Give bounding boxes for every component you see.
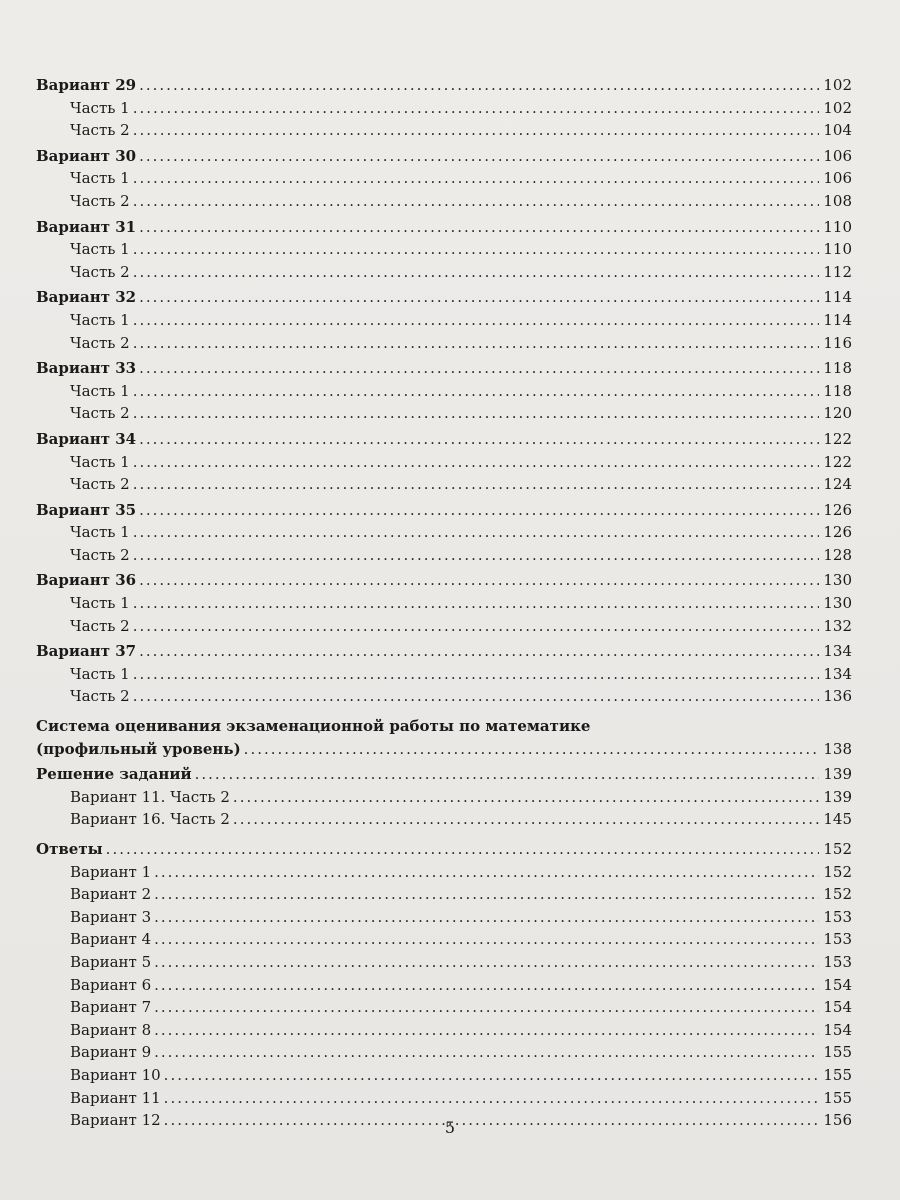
dot-leader [139,640,819,663]
dot-leader [133,380,819,403]
dot-leader [164,1064,819,1087]
dot-leader [233,808,819,831]
toc-entry-answer-variant-8[interactable] [36,1019,852,1042]
toc-entry-answer-variant-6[interactable] [36,974,852,997]
dot-leader [154,906,819,929]
dot-leader [244,738,819,761]
dot-leader [133,544,819,567]
toc-entry-solution-variant-11[interactable] [36,786,852,809]
variant-35-group [36,499,852,567]
toc-entry-answer-variant-10[interactable] [36,1064,852,1087]
entry-page-number: 138 [823,739,852,758]
entry-page-number: 134 [823,642,852,661]
dot-leader [133,592,819,615]
entry-label: Вариант 35 [36,500,137,519]
toc-entry-variant-37-part-2[interactable] [36,685,852,708]
entry-page-number: 122 [823,429,852,448]
toc-entry-variant-34[interactable] [36,428,852,451]
entry-label: Часть 2 [70,262,130,281]
entry-page-number: 130 [823,594,852,613]
dot-leader [154,928,819,951]
dot-leader [133,615,819,638]
dot-leader [154,996,819,1019]
toc-entry-answer-variant-5[interactable] [36,951,852,974]
page-number: 5 [444,1118,456,1137]
dot-leader [139,145,819,168]
entry-page-number: 108 [823,191,852,210]
dot-leader [133,663,819,686]
dot-leader [139,216,819,239]
entry-label: Ответы [36,840,103,858]
entry-label: Часть 1 [70,664,130,683]
entry-label: Часть 1 [70,169,130,188]
toc-entry-variant-33-part-1[interactable] [36,380,852,403]
entry-page-number: 126 [823,523,852,542]
toc-entry-variant-33-part-2[interactable] [36,402,852,425]
entry-label: Вариант 16. Часть 2 [70,810,230,829]
entry-page-number: 154 [823,975,852,994]
entry-label: Вариант 32 [36,288,137,307]
dot-leader [139,499,819,522]
entry-label: Вариант 37 [36,642,137,661]
toc-entry-answers[interactable] [36,838,852,861]
entry-label: Часть 1 [70,98,130,117]
dot-leader [133,309,819,332]
dot-leader [195,763,819,786]
dot-leader [164,1087,819,1110]
toc-entry-variant-31[interactable] [36,216,852,239]
toc-entry-variant-35[interactable] [36,499,852,522]
answers-group [36,838,852,1132]
variant-34-group [36,428,852,496]
entry-page-number: 106 [823,169,852,188]
entry-page-number: 118 [823,359,852,378]
entry-label: Часть 2 [70,687,130,706]
entry-label: Вариант 8 [70,1020,152,1039]
dot-leader [106,838,819,861]
entry-page-number: 152 [823,840,852,858]
entry-label: Вариант 2 [70,885,152,904]
toc-entry-variant-29-part-2[interactable] [36,119,852,142]
toc-entry-grading[interactable] [36,738,852,761]
entry-page-number: 114 [823,288,852,307]
dot-leader [133,521,819,544]
entry-label: Вариант 9 [70,1043,152,1062]
dot-leader [133,167,819,190]
entry-label: Часть 2 [70,616,130,635]
entry-label: Часть 1 [70,452,130,471]
entry-page-number: 154 [823,998,852,1017]
entry-label: Вариант 6 [70,975,152,994]
entry-label: Часть 2 [70,475,130,494]
entry-page-number: 134 [823,664,852,683]
toc-entry-variant-32-part-1[interactable] [36,309,852,332]
toc-entry-variant-30[interactable] [36,145,852,168]
toc-entry-variant-34-part-2[interactable] [36,473,852,496]
entry-label: Вариант 1 [70,862,152,881]
toc-entry-answer-variant-9[interactable] [36,1041,852,1064]
entry-label: Часть 1 [70,594,130,613]
grading-group [36,715,852,760]
dot-leader [133,97,819,120]
entry-page-number: 156 [823,1111,852,1130]
entry-page-number: 153 [823,930,852,949]
dot-leader [139,569,819,592]
dot-leader [139,286,819,309]
dot-leader [139,74,819,97]
solutions-group [36,763,852,831]
toc-entry-answer-variant-4[interactable] [36,928,852,951]
entry-page-number: 152 [823,862,852,881]
entry-page-number: 154 [823,1020,852,1039]
entry-page-number: 122 [823,452,852,471]
toc-entry-variant-31-part-1[interactable] [36,238,852,261]
entry-label: Вариант 30 [36,146,137,165]
toc-entry-solutions[interactable] [36,763,852,786]
entry-page-number: 155 [823,1043,852,1062]
entry-page-number: 139 [823,787,852,806]
entry-label: Вариант 10 [70,1065,161,1084]
entry-page-number: 139 [823,765,852,784]
entry-page-number: 130 [823,571,852,590]
toc-entry-solution-variant-16[interactable] [36,808,852,831]
entry-label: Вариант 34 [36,429,137,448]
entry-label: Часть 2 [70,333,130,352]
entry-label: Решение заданий [36,765,192,784]
toc-entry-variant-35-part-2[interactable] [36,544,852,567]
dot-leader [233,786,819,809]
entry-label: Вариант 4 [70,930,152,949]
entry-page-number: 120 [823,404,852,423]
entry-page-number: 104 [823,121,852,140]
dot-leader [133,119,819,142]
variant-36-group [36,569,852,637]
dot-leader [133,261,819,284]
variant-29-group [36,74,852,142]
entry-label: Вариант 36 [36,571,137,590]
entry-label: Часть 2 [70,191,130,210]
toc-entry-variant-29-part-1[interactable] [36,97,852,120]
variant-33-group [36,357,852,425]
entry-page-number: 126 [823,500,852,519]
toc-entry-answer-variant-3[interactable] [36,906,852,929]
toc-entry-variant-30-part-1[interactable] [36,167,852,190]
entry-label: Вариант 29 [36,76,137,94]
toc-entry-variant-33[interactable] [36,357,852,380]
dot-leader [154,951,819,974]
dot-leader [133,685,819,708]
dot-leader [154,1041,819,1064]
dot-leader [154,861,819,884]
entry-page-number: 124 [823,475,852,494]
grading-title-line: Система оценивания экзаменационной работы по математике [36,717,591,736]
toc-entry-variant-30-part-2[interactable] [36,190,852,213]
dot-leader [139,357,819,380]
entry-label: Часть 2 [70,545,130,564]
toc-entry-variant-36-part-2[interactable] [36,615,852,638]
dot-leader [154,974,819,997]
dot-leader [133,451,819,474]
entry-label: Вариант 5 [70,952,152,971]
entry-page-number: 145 [823,810,852,829]
entry-page-number: 114 [823,310,852,329]
toc-entry-variant-36[interactable] [36,569,852,592]
entry-label: Часть 1 [70,523,130,542]
variant-37-group [36,640,852,708]
toc-entry-variant-31-part-2[interactable] [36,261,852,284]
entry-page-number: 102 [823,76,852,94]
toc-entry-variant-32-part-2[interactable] [36,332,852,355]
entry-page-number: 152 [823,885,852,904]
entry-page-number: 155 [823,1065,852,1084]
entry-page-number: 102 [823,98,852,117]
dot-leader [133,190,819,213]
variant-30-group [36,145,852,213]
entry-label: Часть 1 [70,310,130,329]
toc-entry-answer-variant-11[interactable] [36,1087,852,1110]
dot-leader [133,332,819,355]
entry-label: Вариант 11. Часть 2 [70,787,230,806]
entry-label: Часть 2 [70,121,130,140]
toc-entry-answer-variant-1[interactable] [36,861,852,884]
entry-label: (профильный уровень) [36,739,241,758]
entry-page-number: 116 [823,333,852,352]
entry-page-number: 106 [823,146,852,165]
entry-page-number: 153 [823,907,852,926]
dot-leader [133,402,819,425]
toc-entry-variant-29[interactable] [36,74,852,97]
entry-page-number: 132 [823,616,852,635]
entry-label: Часть 2 [70,404,130,423]
entry-page-number: 110 [823,217,852,236]
entry-label: Вариант 11 [70,1088,161,1107]
dot-leader [133,473,819,496]
dot-leader [154,883,819,906]
entry-page-number: 110 [823,240,852,259]
entry-label: Вариант 7 [70,998,152,1017]
entry-page-number: 136 [823,687,852,706]
entry-label: Вариант 31 [36,217,137,236]
toc-entry-variant-35-part-1[interactable] [36,521,852,544]
dot-leader [154,1019,819,1042]
dot-leader [133,238,819,261]
entry-label: Часть 1 [70,381,130,400]
entry-page-number: 155 [823,1088,852,1107]
entry-page-number: 153 [823,952,852,971]
entry-page-number: 128 [823,545,852,564]
entry-label: Вариант 33 [36,359,137,378]
entry-page-number: 112 [823,262,852,281]
toc-entry-variant-37-part-1[interactable] [36,663,852,686]
toc-entry-variant-32[interactable] [36,286,852,309]
variant-32-group [36,286,852,354]
entry-label: Вариант 12 [70,1111,161,1130]
toc-entry-answer-variant-7[interactable] [36,996,852,1019]
toc-entry-variant-36-part-1[interactable] [36,592,852,615]
table-of-contents [36,74,852,1135]
toc-entry-answer-variant-2[interactable] [36,883,852,906]
entry-label: Вариант 3 [70,907,152,926]
toc-entry-variant-34-part-1[interactable] [36,451,852,474]
variant-31-group [36,216,852,284]
entry-page-number: 118 [823,381,852,400]
dot-leader [139,428,819,451]
entry-label: Часть 1 [70,240,130,259]
toc-entry-variant-37[interactable] [36,640,852,663]
